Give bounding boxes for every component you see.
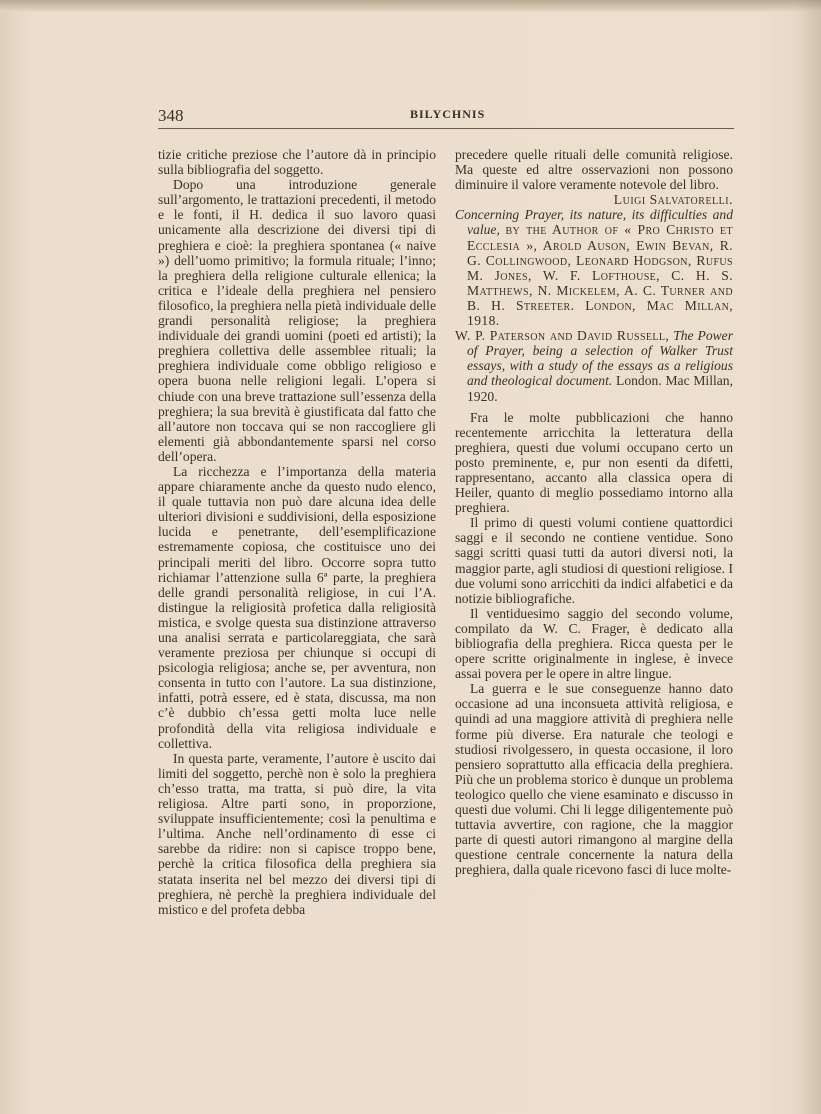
right-column — [455, 147, 733, 937]
header-rule — [158, 128, 734, 129]
book-details: London. Mac Millan, 1920. — [467, 373, 733, 404]
running-title: BILYCHNIS — [410, 107, 486, 121]
page-header — [158, 106, 734, 128]
book-authors: W. P. Paterson and David Russell, — [455, 328, 670, 344]
book-details: by the Author of « Pro Christo et Ecclesia », Arold Auson, Ewin Bevan, R. G. Collingwood, Leonard Hodgson, Rufus M. Jones, W. F. Lofthouse, C. H. S. Matthews, N. Mickelem, A. C. Turner and B. H. Streeter. London, Mac Millan, 1918. — [467, 222, 733, 329]
paragraph: In questa parte, veramente, l’autore è uscito dai limiti del soggetto, perchè non è solo la preghiera ch’esso tratta, ma tratta, si può dire, la vita religiosa. Altre parti sono, in proporzione, sviluppate insufficientemente; così la penultima e l’ultima. Anche nell’ordinamento di esse ci sarebbe da ridire: non si capisce troppo bene, perchè la critica filosofica della preghiera sia statata inserita nel bel mezzo dei diversi tipi di preghiera, nè perchè la preghiera individuale del mistico e del profeta debba — [158, 750, 436, 917]
paragraph: Dopo una introduzione generale sull’argomento, le trattazioni precedenti, il metodo e le fonti, il H. dedica il suo lavoro quasi unicamente alla descrizione dei diversi tipi di preghiera e cioè: la preghiera spontanea (« naive ») dell’uomo primitivo; la formula rituale; l’inno; la preghiera della religione culturale ellenica; la critica e l’ideale della preghiera nel pensiero filosofico, la preghiera nella pietà individuale delle grandi personalità religiose; la preghiera individuale dei grandi uomini (poeti ed artisti); la preghiera collettiva delle assemblee rituali; la preghiera individuale come obbligo religioso e opera buona nelle religioni legali. L’opera si chiude con una breve trattazione sull’essenza della preghiera; la sua brevità è giustificata dal fatto che all’autore non toccava qui se non raccogliere gli elementi già abbondantemente sparsi nel corso dell’opera. — [158, 177, 436, 464]
book-title: The Power of Prayer, being a selection of Walker Trust essays, with a study of the essays as a religious and theological document. — [467, 328, 734, 389]
bibliography-entry — [455, 328, 733, 403]
book-title: Concerning Prayer, its nature, its difficulties and value, — [455, 207, 733, 238]
page-top-edge — [0, 0, 821, 12]
paragraph: La guerra e le sue conseguenze hanno dato occasione ad una inconsueta attività religiosa, e quindi ad una maggiore attività di preghiera nelle forme più diverse. Era naturale che teologi e studiosi rivolgessero, in questa occasione, il loro pensiero soprattutto alla efficacia della preghiera. Più che un problema storico è dunque un problema teologico quello che viene esaminato e discusso in questi due volumi. Chi li legge diligentemente può tuttavia avvertire, con ragione, che la maggior parte di questi autori rimangono al margine della questione centrale concernente la natura della preghiera, dalla quale ricevono fasci di luce molte- — [455, 681, 733, 878]
paragraph: Fra le molte pubblicazioni che hanno recentemente arricchita la letteratura della preghiera, questi due volumi occupano certo un posto preminente, e, pur non esenti da difetti, rappresentano, accanto alla classica opera di Heiler, quanto di meglio possediamo intorno alla preghiera. — [455, 409, 733, 516]
paragraph: precedere quelle rituali delle comunità religiose. Ma queste ed altre osservazioni non possono diminuire il valore veramente notevole del libro. — [455, 147, 733, 193]
paragraph: tizie critiche preziose che l’autore dà in principio sulla bibliografia del soggetto. — [158, 147, 436, 178]
paragraph: Il primo di questi volumi contiene quattordici saggi e il secondo ne contiene ventidue. Sono saggi scritti quasi tutti da autori diversi noti, la maggior parte, agli studiosi di questioni religiose. I due volumi sono arricchiti da indici alfabetici e da notizie bibliografiche. — [455, 515, 733, 606]
review-signature: Luigi Salvatorelli. — [613, 192, 733, 208]
bibliography-entry — [455, 207, 733, 328]
paragraph: La ricchezza e l’importanza della materia appare chiaramente anche da questo nudo elenco, il quale tuttavia non può dare alcuna idea delle ulteriori divisioni e suddivisioni, della esposizione lucida e penetrante, dell’esemplificazione estremamente copiosa, che costituisce uno dei principali meriti del libro. Occorre sopra tutto richiamar l’attenzione sulla 6ª parte, la preghiera delle grandi personalità religiose, in cui l’A. distingue la religiosità profetica dalla religiosità mistica, e svolge questa sua distinzione attraverso una analisi serrata e particolareggiata, che sarà veramente preziosa per chiunque si occupi di psicologia religiosa; anche se, per avventura, non consenta in tutto con l’autore. La sua distinzione, infatti, potrà essere, ed è stata, discussa, ma non c’è dubbio ch’essa getti molta luce nelle profondità della vita religiosa individuale e collettiva. — [158, 463, 436, 751]
left-column — [158, 147, 436, 927]
paragraph: Il ventiduesimo saggio del secondo volume, compilato da W. C. Frager, è dedicato alla bibliografia della preghiera. Ricca questa per le opere scritte originalmente in inglese, è invece assai povera per le opere in altre lingue. — [455, 605, 733, 682]
page-number: 348 — [158, 106, 184, 125]
page-binding-shadow — [795, 0, 821, 1114]
